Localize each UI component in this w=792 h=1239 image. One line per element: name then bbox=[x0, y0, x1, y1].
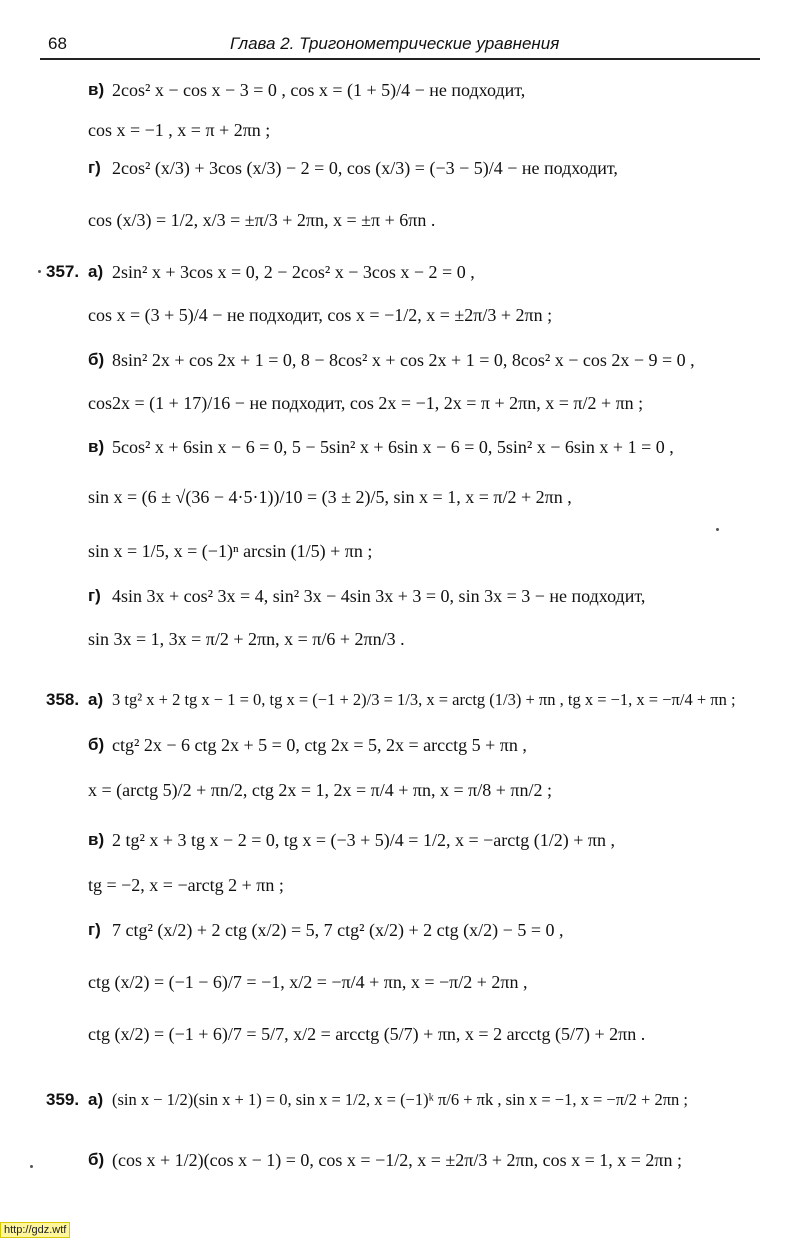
formula: sin x = (6 ± √(36 − 4·5·1))/10 = (3 ± 2)/5, sin x = 1, x = π/2 + 2πn , bbox=[88, 487, 572, 507]
formula: 2cos² x − cos x − 3 = 0 , cos x = (1 + 5)/4 − не подходит, bbox=[112, 80, 526, 100]
formula: sin 3x = 1, 3x = π/2 + 2πn, x = π/6 + 2πn/3 . bbox=[88, 629, 405, 649]
formula: cos2x = (1 + 17)/16 − не подходит, cos 2x = −1, 2x = π + 2πn, x = π/2 + πn ; bbox=[88, 393, 644, 413]
formula: x = (arctg 5)/2 + πn/2, ctg 2x = 1, 2x = π/4 + πn, x = π/8 + πn/2 ; bbox=[88, 780, 552, 800]
problem-number: 359. bbox=[46, 1090, 80, 1109]
item-label: б) bbox=[88, 735, 105, 754]
formula: 4sin 3x + cos² 3x = 4, sin² 3x − 4sin 3x + 3 = 0, sin 3x = 3 − не подходит, bbox=[112, 586, 646, 606]
formula: 2cos² (x/3) + 3cos (x/3) − 2 = 0, cos (x/3) = (−3 − 5)/4 − не подходит, bbox=[112, 158, 618, 178]
page-header bbox=[40, 34, 760, 60]
item-label: в) bbox=[88, 830, 105, 849]
watermark-link[interactable]: http://gdz.wtf bbox=[0, 1222, 70, 1238]
scan-speck bbox=[30, 1165, 33, 1168]
item-label: б) bbox=[88, 1150, 105, 1169]
item-label: б) bbox=[88, 350, 105, 369]
formula: ctg (x/2) = (−1 − 6)/7 = −1, x/2 = −π/4 + πn, x = −π/2 + 2πn , bbox=[88, 972, 528, 992]
item-label: а) bbox=[88, 262, 104, 281]
formula: cos (x/3) = 1/2, x/3 = ±π/3 + 2πn, x = ±π + 6πn . bbox=[88, 210, 436, 230]
formula: tg = −2, x = −arctg 2 + πn ; bbox=[88, 875, 284, 895]
formula: ctg² 2x − 6 ctg 2x + 5 = 0, ctg 2x = 5, 2x = arcctg 5 + πn , bbox=[112, 735, 527, 755]
item-label: в) bbox=[88, 80, 105, 99]
chapter-title: Глава 2. Тригонометрические уравнения bbox=[230, 34, 560, 53]
formula: 2sin² x + 3cos x = 0, 2 − 2cos² x − 3cos x − 2 = 0 , bbox=[112, 262, 475, 282]
formula: (sin x − 1/2)(sin x + 1) = 0, sin x = 1/2, x = (−1)ᵏ π/6 + πk , sin x = −1, x = −π/2 + 2πn ; bbox=[112, 1090, 688, 1109]
formula: sin x = 1/5, x = (−1)ⁿ arcsin (1/5) + πn ; bbox=[88, 541, 373, 561]
formula: 7 ctg² (x/2) + 2 ctg (x/2) = 5, 7 ctg² (x/2) + 2 ctg (x/2) − 5 = 0 , bbox=[112, 920, 564, 940]
problem-number: 358. bbox=[46, 690, 80, 709]
formula: 3 tg² x + 2 tg x − 1 = 0, tg x = (−1 + 2)/3 = 1/3, x = arctg (1/3) + πn , tg x = −1, x = −π/4 + πn ; bbox=[112, 690, 736, 709]
formula: (cos x + 1/2)(cos x − 1) = 0, cos x = −1/2, x = ±2π/3 + 2πn, cos x = 1, x = 2πn ; bbox=[112, 1150, 682, 1170]
item-label: а) bbox=[88, 690, 104, 709]
scan-speck bbox=[716, 528, 719, 531]
item-label: а) bbox=[88, 1090, 104, 1109]
formula: 2 tg² x + 3 tg x − 2 = 0, tg x = (−3 + 5)/4 = 1/2, x = −arctg (1/2) + πn , bbox=[112, 830, 615, 850]
item-label: г) bbox=[88, 586, 101, 605]
formula: 8sin² 2x + cos 2x + 1 = 0, 8 − 8cos² x + cos 2x + 1 = 0, 8cos² x − cos 2x − 9 = 0 , bbox=[112, 350, 695, 370]
problem-number: 357. bbox=[46, 262, 80, 281]
item-label: г) bbox=[88, 920, 101, 939]
page-number: 68 bbox=[48, 34, 67, 53]
formula: ctg (x/2) = (−1 + 6)/7 = 5/7, x/2 = arcctg (5/7) + πn, x = 2 arcctg (5/7) + 2πn . bbox=[88, 1024, 646, 1044]
item-label: г) bbox=[88, 158, 101, 177]
formula: cos x = (3 + 5)/4 − не подходит, cos x = −1/2, x = ±2π/3 + 2πn ; bbox=[88, 305, 553, 325]
item-label: в) bbox=[88, 437, 105, 456]
formula: cos x = −1 , x = π + 2πn ; bbox=[88, 120, 271, 140]
scan-speck bbox=[38, 270, 41, 273]
formula: 5cos² x + 6sin x − 6 = 0, 5 − 5sin² x + 6sin x − 6 = 0, 5sin² x − 6sin x + 1 = 0 , bbox=[112, 437, 674, 457]
